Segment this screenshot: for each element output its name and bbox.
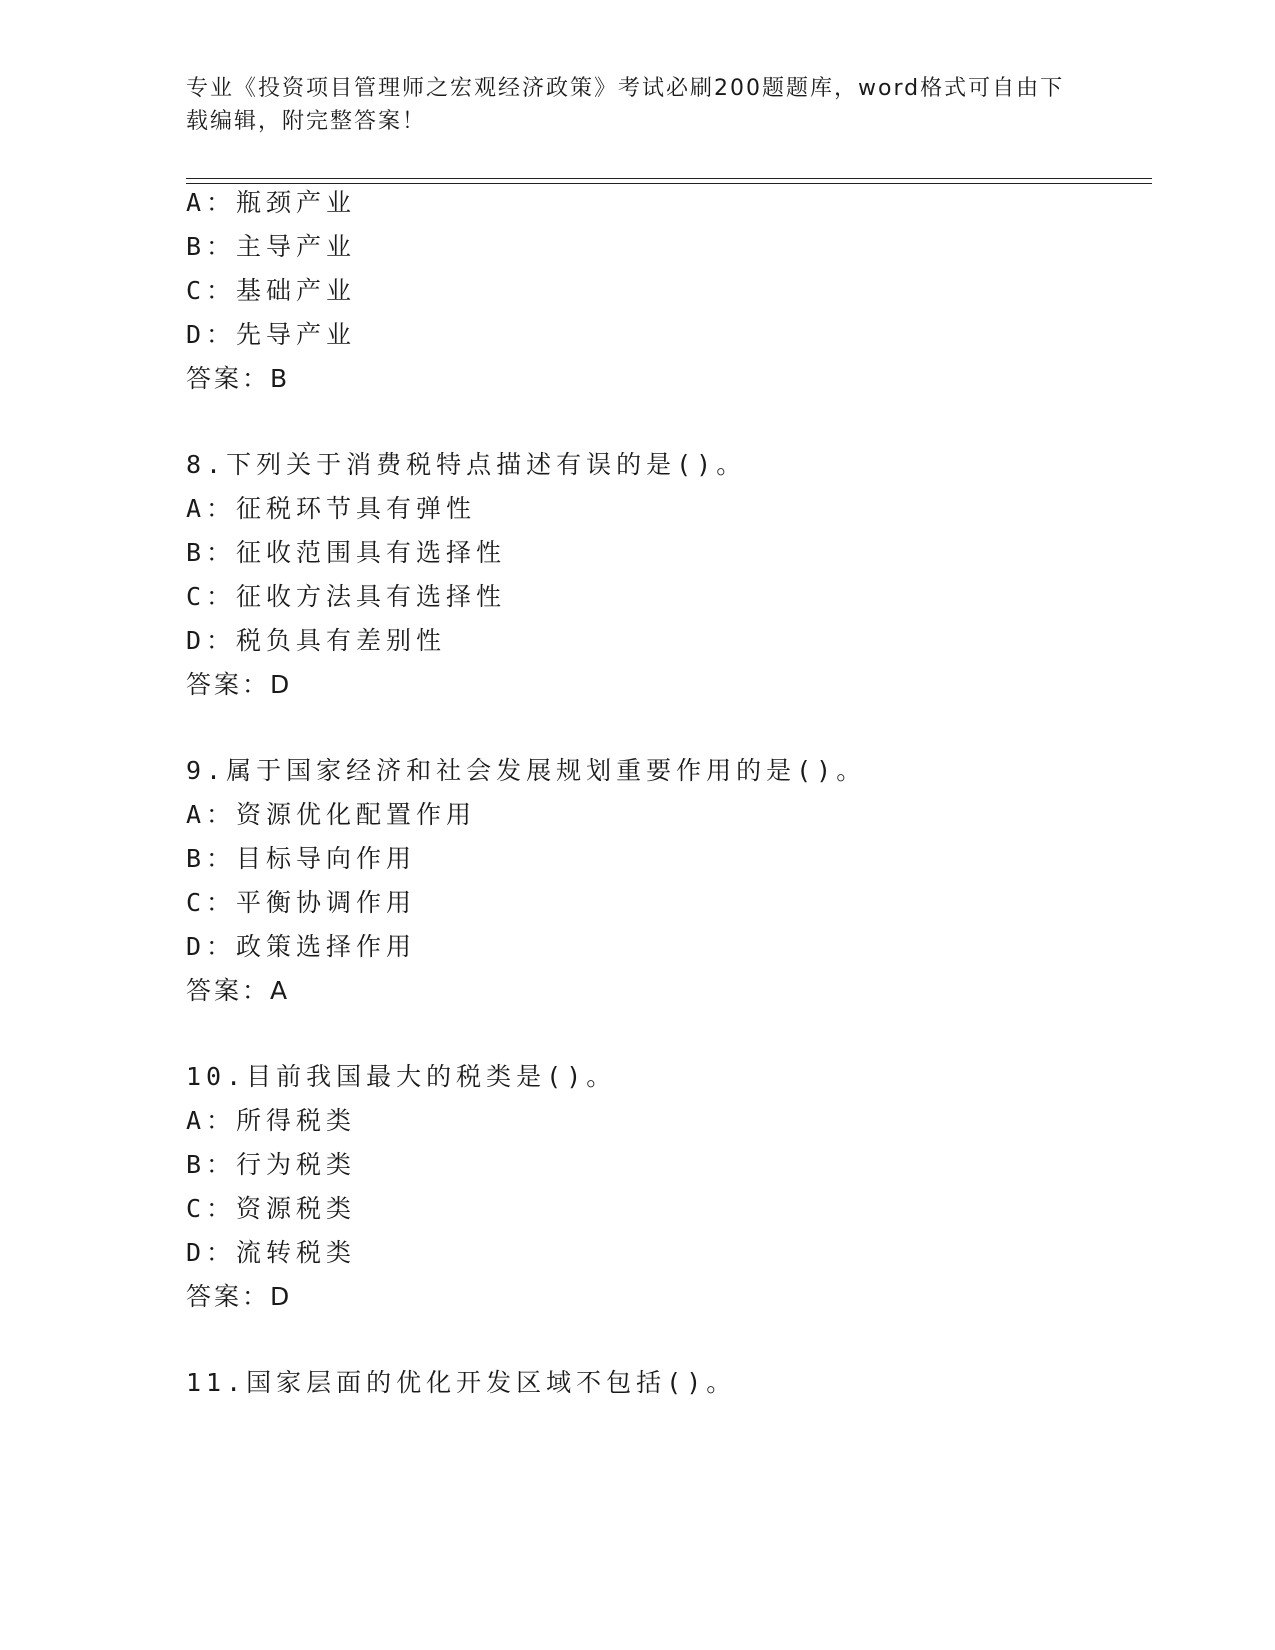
- q8-option-a: A：征税环节具有弹性: [186, 494, 477, 523]
- q9-option-c: C：平衡协调作用: [186, 888, 417, 917]
- q10-option-a: A：所得税类: [186, 1106, 357, 1135]
- q7-option-d: D：先导产业: [186, 320, 357, 349]
- q9-option-b: B：目标导向作用: [186, 844, 417, 873]
- q7-option-a: A：瓶颈产业: [186, 188, 357, 217]
- q8-option-c: C：征收方法具有选择性: [186, 582, 507, 611]
- q9-stem: 9.属于国家经济和社会发展规划重要作用的是()。: [186, 756, 867, 785]
- q8-option-b: B：征收范围具有选择性: [186, 538, 507, 567]
- q7-option-c: C：基础产业: [186, 276, 357, 305]
- q10-stem: 10.目前我国最大的税类是()。: [186, 1062, 617, 1091]
- q9-option-a: A：资源优化配置作用: [186, 800, 477, 829]
- q9-option-d: D：政策选择作用: [186, 932, 417, 961]
- q8-stem: 8.下列关于消费税特点描述有误的是()。: [186, 450, 747, 479]
- q7-answer: 答案：B: [186, 364, 291, 393]
- q10-option-c: C：资源税类: [186, 1194, 357, 1223]
- q9-answer: 答案：A: [186, 976, 291, 1005]
- q7-option-b: B：主导产业: [186, 232, 357, 261]
- q10-option-b: B：行为税类: [186, 1150, 357, 1179]
- q8-option-d: D：税负具有差别性: [186, 626, 447, 655]
- q11-stem: 11.国家层面的优化开发区域不包括()。: [186, 1368, 737, 1397]
- q10-option-d: D：流转税类: [186, 1238, 357, 1267]
- q10-answer: 答案：D: [186, 1282, 293, 1311]
- q8-answer: 答案：D: [186, 670, 293, 699]
- header-divider-top: [186, 178, 1152, 179]
- document-header-text: 专业《投资项目管理师之宏观经济政策》考试必刷200题题库，word格式可自由下载编辑，附完整答案！: [186, 76, 1065, 134]
- header-divider-bottom: [186, 183, 1152, 184]
